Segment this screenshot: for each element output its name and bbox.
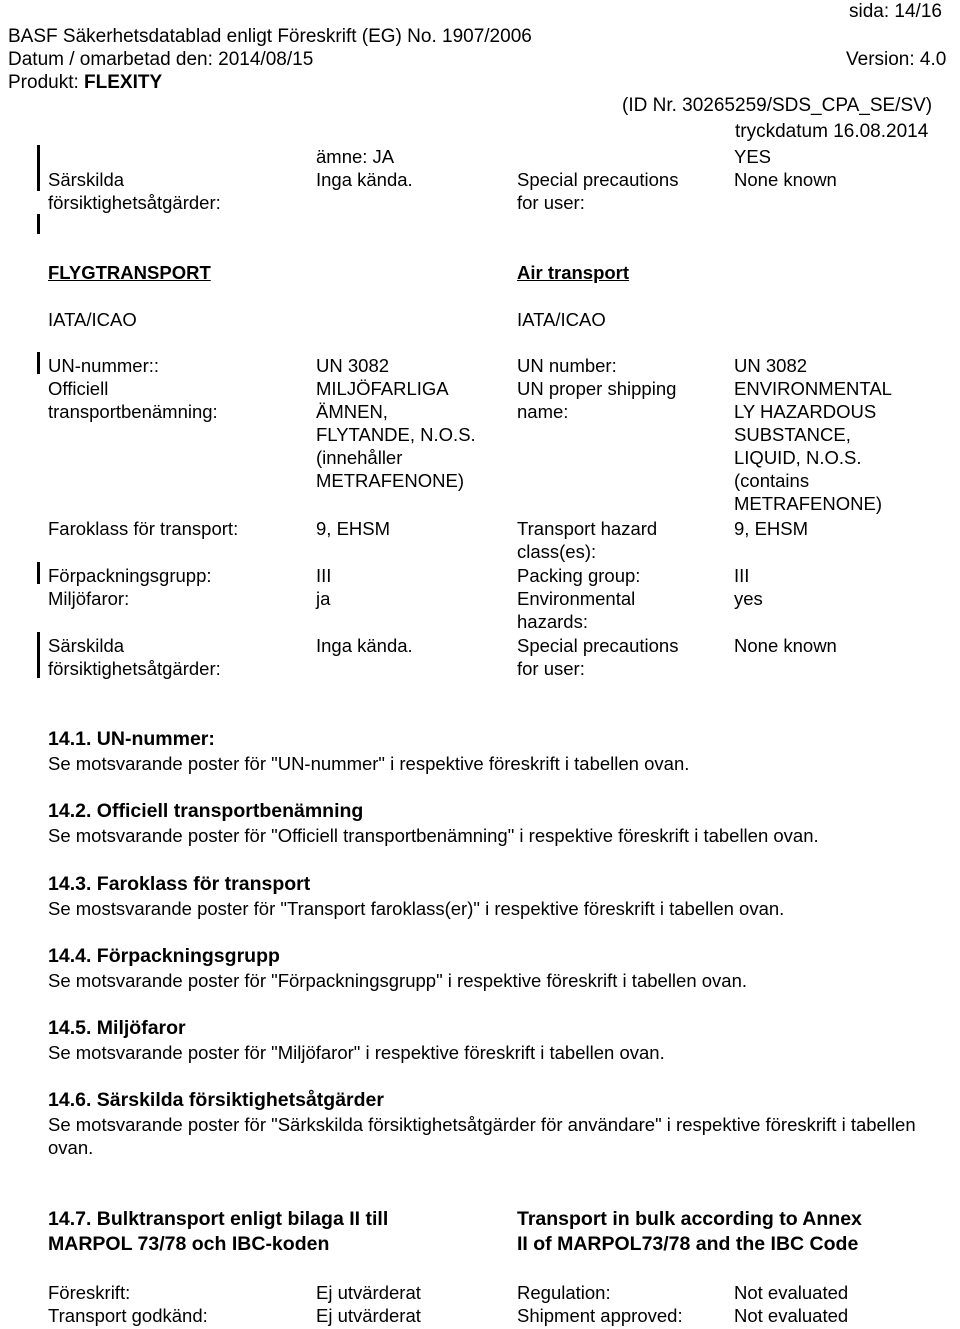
revision-bar [37,214,40,234]
air-heading-en: Air transport [517,262,630,283]
sv-label: försiktighetsåtgärder: [48,192,221,213]
section-text: Se mostsvarande poster för "Transport faroklass(er)" i respektive föreskrift i tabellen ovan. [48,898,785,919]
special-value-sv: Inga kända. [316,635,413,656]
name-label-sv: transportbenämning: [48,401,218,422]
air-sub-en: IATA/ICAO [517,309,606,330]
name-value-en: LY HAZARDOUS [734,401,877,422]
special-label-en: for user: [517,658,585,679]
bulk-heading-sv: 14.7. Bulktransport enligt bilaga II till [48,1208,389,1230]
en-label: for user: [517,192,585,213]
special-label-en: Special precautions [517,635,679,656]
product-label: Produkt: [8,72,85,93]
section-heading [48,1089,384,1112]
section-number: 14.4. [48,945,92,967]
bulk-heading-sv: MARPOL 73/78 och IBC-koden [48,1233,330,1255]
id-number: (ID Nr. 30265259/SDS_CPA_SE/SV) [622,95,933,116]
class-label-en: class(es): [517,541,597,562]
special-value-en: None known [734,635,837,656]
un-label-en: UN number: [517,355,617,376]
env-label-en: Environmental [517,588,636,609]
section-title: Förpackningsgrupp [96,945,280,967]
section-title: Miljöfaror [96,1017,186,1039]
en-value-tail: YES [734,146,772,167]
section-number: 14.6. [48,1089,92,1111]
bulk-label-sv: Föreskrift: [48,1282,131,1303]
revision-date: Datum / omarbetad den: 2014/08/15 [8,49,314,70]
air-sub-sv: IATA/ICAO [48,309,137,330]
name-value-sv: FLYTANDE, N.O.S. [316,424,476,445]
name-value-en: METRAFENONE) [734,493,882,514]
en-value: None known [734,169,837,190]
packing-label-en: Packing group: [517,565,641,586]
document-title: BASF Säkerhetsdatablad enligt Föreskrift (EG) No. 1907/2006 [8,26,532,47]
section-number: 14.3. [48,873,92,895]
section-text: Se motsvarande poster för "Officiell transportbenämning" i respektive föreskrift i tabellen ovan. [48,825,819,846]
revision-bar [37,145,40,191]
bulk-label-en: Shipment approved: [517,1305,683,1326]
air-heading-sv: FLYGTRANSPORT [48,262,211,283]
section-heading [48,945,280,968]
name-value-en: ENVIRONMENTAL [734,378,892,399]
version: Version: 4.0 [846,49,947,70]
section-heading [48,1017,186,1040]
sv-label: Särskilda [48,169,125,190]
name-value-sv: MILJÖFARLIGA [316,378,449,399]
section-title: Faroklass för transport [96,873,311,895]
name-value-sv: ÄMNEN, [316,401,388,422]
name-value-en: SUBSTANCE, [734,424,851,445]
un-value-sv: UN 3082 [316,355,390,376]
class-label-en: Transport hazard [517,518,658,539]
section-heading [48,873,310,896]
bulk-heading-en: Transport in bulk according to Annex [517,1208,862,1230]
product-name: FLEXITY [84,72,163,93]
section-text: Se motsvarande poster för "Särkskilda försiktighetsåtgärder för användare" i respektive föreskrift i tabellen ovan. [48,1114,916,1158]
sv-value-tail: ämne: JA [316,146,395,167]
en-label: Special precautions [517,169,679,190]
section-number: 14.1. [48,728,92,750]
un-value-en: UN 3082 [734,355,808,376]
env-label-sv: Miljöfaror: [48,588,130,609]
special-label-sv: försiktighetsåtgärder: [48,658,221,679]
section-text: Se motsvarande poster för "UN-nummer" i respektive föreskrift i tabellen ovan. [48,753,690,774]
section-heading [48,800,363,823]
packing-value-en: III [734,565,750,586]
section-text: Se motsvarande poster för "Förpackningsgrupp" i respektive föreskrift i tabellen ovan. [48,970,748,991]
name-label-en: name: [517,401,569,422]
class-value-en: 9, EHSM [734,518,809,539]
un-label-sv: UN-nummer:: [48,355,160,376]
section-number: 14.5. [48,1017,92,1039]
bulk-label-sv: Transport godkänd: [48,1305,208,1326]
bulk-value-sv: Ej utvärderat [316,1305,421,1326]
print-date: tryckdatum 16.08.2014 [735,121,929,142]
name-value-sv: (innehåller [316,447,403,468]
bulk-value-sv: Ej utvärderat [316,1282,421,1303]
bulk-value-en: Not evaluated [734,1305,849,1326]
env-value-en: yes [734,588,763,609]
packing-value-sv: III [316,565,332,586]
section-title: UN-nummer: [96,728,215,750]
bulk-label-en: Regulation: [517,1282,611,1303]
section-number: 14.2. [48,800,92,822]
class-label-sv: Faroklass för transport: [48,518,239,539]
product [8,71,162,94]
section-text: Se motsvarande poster för "Miljöfaror" i respektive föreskrift i tabellen ovan. [48,1042,665,1063]
name-value-sv: METRAFENONE) [316,470,464,491]
revision-bar [37,632,40,678]
sv-value: Inga kända. [316,169,413,190]
page-number: sida: 14/16 [849,1,942,22]
name-value-en: LIQUID, N.O.S. [734,447,862,468]
revision-bar [37,352,40,374]
packing-label-sv: Förpackningsgrupp: [48,565,212,586]
env-label-en: hazards: [517,611,588,632]
name-value-en: (contains [734,470,810,491]
bulk-value-en: Not evaluated [734,1282,849,1303]
name-label-en: UN proper shipping [517,378,677,399]
section-title: Särskilda försiktighetsåtgärder [96,1089,384,1111]
bulk-heading-en: II of MARPOL73/78 and the IBC Code [517,1233,859,1255]
class-value-sv: 9, EHSM [316,518,391,539]
env-value-sv: ja [316,588,331,609]
name-label-sv: Officiell [48,378,109,399]
section-heading [48,728,215,751]
section-title: Officiell transportbenämning [96,800,364,822]
special-label-sv: Särskilda [48,635,125,656]
revision-bar [37,562,40,584]
